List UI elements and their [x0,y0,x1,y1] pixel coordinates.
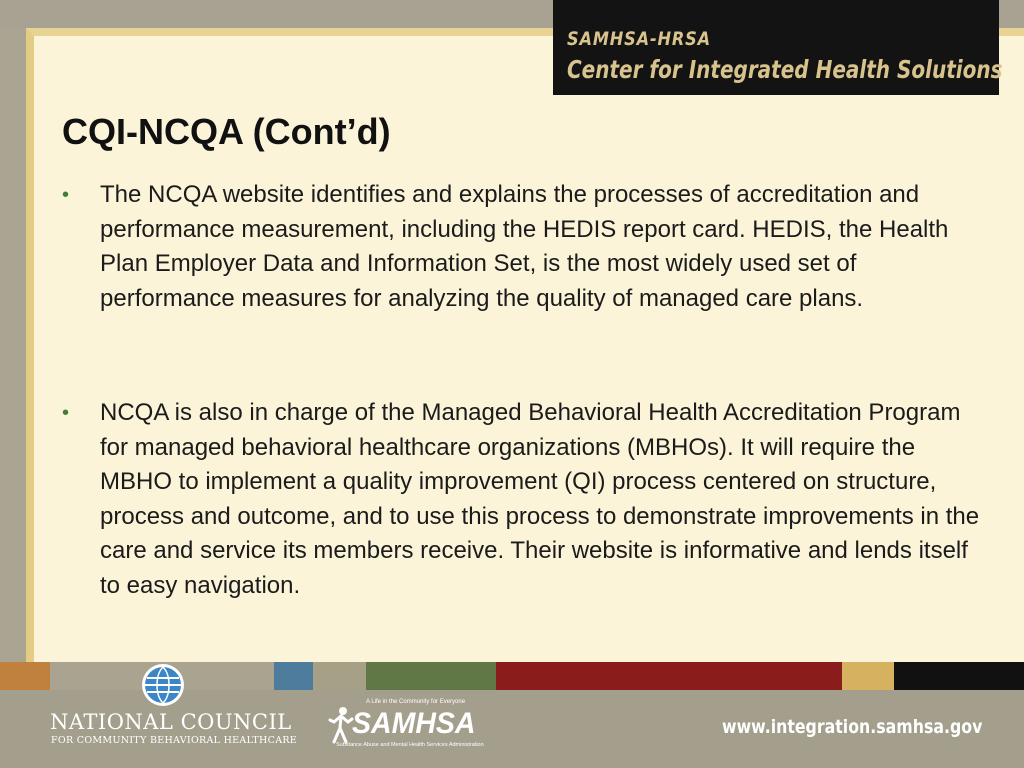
bullet-dot: • [62,402,70,424]
bullet-text: The NCQA website identifies and explains the processes of accreditation and performance measurement, including the HEDIS report card. HEDIS, the Health Plan Employer Data and Information Set, is the most widely used set of performance measures for analyzing the quality of managed care plans. [100,181,949,312]
national-council-name: NATIONAL COUNCIL [50,710,292,734]
logo-line-2: Center for Integrated Health Solutions [567,55,1003,84]
strip-black [894,662,1024,690]
strip-gray [313,662,366,690]
person-icon [328,706,354,744]
logo-line-1: SAMHSA-HRSA [567,28,711,50]
samhsa-hrsa-logo [553,0,1003,95]
strip-gold [842,662,894,690]
bullet-dot: • [62,184,70,206]
bullet-text: NCQA is also in charge of the Managed Behavioral Health Accreditation Program for managed behavioral healthcare organizations (MBHOs). It will require the MBHO to implement a quality improvement (QI) process centered on structure, process and outcome, and to use this process to demonstrate improvements in the care and service its members receive. Their website is informative and lends itself to easy navigation. [100,399,980,599]
samhsa-tagline: A Life in the Community for Everyone [366,699,466,705]
strip-green [366,662,496,690]
bullet-item [62,178,992,316]
strip-blue [274,662,313,690]
website-url: www.integration.samhsa.gov [722,716,983,738]
slide-title: CQI-NCQA (Cont’d) [62,111,391,152]
national-council-subtitle: FOR COMMUNITY BEHAVIORAL HEALTHCARE [51,735,298,746]
frame-left [0,28,26,664]
samhsa-logo-text: SAMHSA [352,707,476,740]
strip-red [496,662,842,690]
globe-icon [141,663,185,707]
bullet-item [62,396,992,603]
strip-orange [0,662,50,690]
samhsa-subtitle: Substance Abuse and Mental Health Services Administration [336,742,484,748]
